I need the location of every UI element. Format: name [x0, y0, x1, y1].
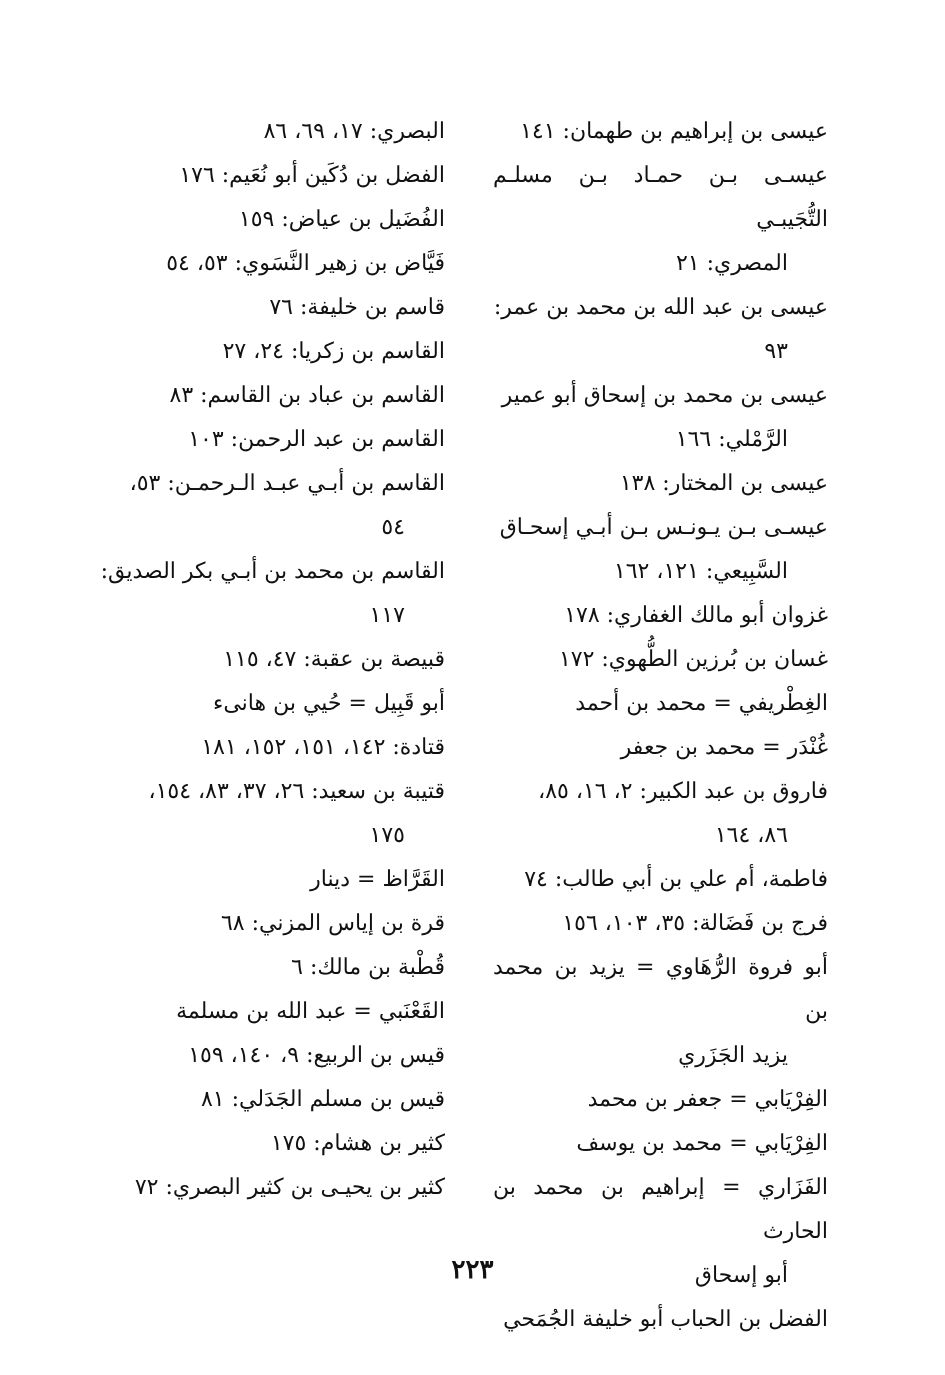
index-entry: [493, 726, 828, 770]
index-entry: [493, 154, 828, 286]
entry-line: القاسم بن زكريا: ٢٤، ٢٧: [222, 339, 445, 364]
index-entry: [100, 946, 445, 990]
entry-line: القاسم بن عباد بن القاسم: ٨٣: [169, 383, 445, 408]
entry-continuation: ١٧٥: [369, 823, 405, 848]
entry-line: الفِرْيَابي = جعفر بن محمد: [587, 1087, 828, 1112]
index-entry: [100, 1122, 445, 1166]
index-entry: [100, 242, 445, 286]
index-entry: [100, 286, 445, 330]
index-entry: [100, 1034, 445, 1078]
index-entry: [100, 902, 445, 946]
entry-line: أبو فروة الرُّهَاوي = يزيد بن محمد بن: [493, 955, 828, 1024]
index-entry: [493, 506, 828, 594]
entry-line: عيسى بن محمد بن إسحاق أبو عمير: [501, 383, 828, 408]
index-entry: [100, 198, 445, 242]
index-entry: [493, 1078, 828, 1122]
entry-line: عيسـى بـن يـونـس بـن أبـي إسحـاق: [499, 515, 828, 540]
entry-continuation: ٩٣: [764, 339, 788, 364]
index-entry: [100, 682, 445, 726]
entry-continuation: ١١٧: [369, 603, 405, 628]
entry-line: عيسـى بـن حمـاد بـن مسلـم التُّجَيبـي: [493, 163, 828, 232]
entry-line: الفضل بن دُكَين أبو نُعَيم: ١٧٦: [179, 163, 445, 188]
entry-line: فَيَّاض بن زهير النَّسَوي: ٥٣، ٥٤: [166, 251, 445, 276]
entry-line: قتيبة بن سعيد: ٢٦، ٣٧، ٨٣، ١٥٤،: [148, 779, 445, 804]
entry-line: فاطمة، أم علي بن أبي طالب: ٧٤: [524, 867, 828, 892]
entry-line: الغِطْريفي = محمد بن أحمد: [575, 691, 828, 716]
index-entry: [100, 1166, 445, 1210]
index-entry: [100, 550, 445, 638]
entry-continuation: ٥٤: [381, 515, 405, 540]
index-entry: [100, 418, 445, 462]
entry-line: القاسم بن أبـي عبـد الـرحمـن: ٥٣،: [129, 471, 445, 496]
entry-line: الفُضَيل بن عياض: ١٥٩: [238, 207, 445, 232]
entry-line: قتادة: ١٤٢، ١٥١، ١٥٢، ١٨١: [201, 735, 445, 760]
index-entry: [100, 858, 445, 902]
index-entry: [493, 1122, 828, 1166]
entry-line: غسان بن بُرزين الطُّهوي: ١٧٢: [558, 647, 828, 672]
index-entry: [493, 462, 828, 506]
index-entry: [493, 374, 828, 462]
entry-line: القَعْنَبي = عبد الله بن مسلمة: [176, 999, 445, 1024]
index-entry: [493, 110, 828, 154]
entry-continuation: المصري: ٢١: [675, 251, 788, 276]
entry-line: القاسم بن محمد بن أبـي بكر الصديق:: [100, 559, 445, 584]
entry-line: قرة بن إياس المزني: ٦٨: [220, 911, 445, 936]
entry-line: قاسم بن خليفة: ٧٦: [269, 295, 445, 320]
entry-line: القَرَّاظ = دينار: [310, 867, 445, 892]
entry-line: عيسى بن إبراهيم بن طهمان: ١٤١: [520, 119, 828, 144]
left-column: [100, 110, 445, 1210]
index-entry: [100, 638, 445, 682]
index-entry: [493, 770, 828, 858]
entry-line: غزوان أبو مالك الغفاري: ١٧٨: [564, 603, 828, 628]
index-entry: [493, 902, 828, 946]
entry-line: عيسى بن عبد الله بن محمد بن عمر:: [493, 295, 828, 320]
index-entry: [100, 1078, 445, 1122]
entry-line: الفِرْيَابي = محمد بن يوسف: [576, 1131, 828, 1156]
entry-line: قبيصة بن عقبة: ٤٧، ١١٥: [223, 647, 445, 672]
index-entry: [493, 858, 828, 902]
index-entry: [100, 726, 445, 770]
index-entry: [100, 154, 445, 198]
index-entry: [100, 770, 445, 858]
entry-continuation: يزيد الجَزَري: [678, 1043, 788, 1068]
index-entry: [493, 946, 828, 1078]
index-entry: [493, 1298, 828, 1342]
index-entry: [100, 110, 445, 154]
entry-line: الفضل بن الحباب أبو خليفة الجُمَحي: [503, 1307, 828, 1332]
entry-line: كثير بن هشام: ١٧٥: [270, 1131, 445, 1156]
entry-line: قيس بن الربيع: ٩، ١٤٠، ١٥٩: [188, 1043, 445, 1068]
index-entry: [100, 374, 445, 418]
entry-line: فرج بن فَضَالة: ٣٥، ١٠٣، ١٥٦: [562, 911, 828, 936]
entry-line: القاسم بن عبد الرحمن: ١٠٣: [188, 427, 445, 452]
index-entry: [493, 682, 828, 726]
index-entry: [100, 462, 445, 550]
entry-continuation: أبو إسحاق: [694, 1263, 788, 1288]
entry-continuation: ٨٦، ١٦٤: [714, 823, 788, 848]
entry-line: البصري: ١٧، ٦٩، ٨٦: [263, 119, 445, 144]
entry-line: كثير بن يحيـى بن كثير البصري: ٧٢: [134, 1175, 445, 1200]
page-number: ٢٢٣: [451, 1255, 494, 1285]
index-entry: [493, 638, 828, 682]
entry-line: أبو قَبِيل = حُيي بن هانىء: [212, 691, 445, 716]
entry-line: قُطْبة بن مالك: ٦: [291, 955, 445, 980]
entry-line: عيسى بن المختار: ١٣٨: [619, 471, 828, 496]
entry-continuation: الرَّمْلي: ١٦٦: [675, 427, 788, 452]
index-entry: [493, 594, 828, 638]
index-entry: [100, 330, 445, 374]
entry-line: فاروق بن عبد الكبير: ٢، ١٦، ٨٥،: [538, 779, 828, 804]
index-entry: [493, 286, 828, 374]
entry-line: الفَزَاري = إبراهيم بن محمد بن الحارث: [493, 1175, 828, 1244]
index-entry: [100, 990, 445, 1034]
entry-continuation: السَّبِيعي: ١٢١، ١٦٢: [613, 559, 788, 584]
right-column: [493, 110, 828, 1342]
entry-line: غُنْدَر = محمد بن جعفر: [620, 735, 828, 760]
entry-line: قيس بن مسلم الجَدَلي: ٨١: [200, 1087, 445, 1112]
